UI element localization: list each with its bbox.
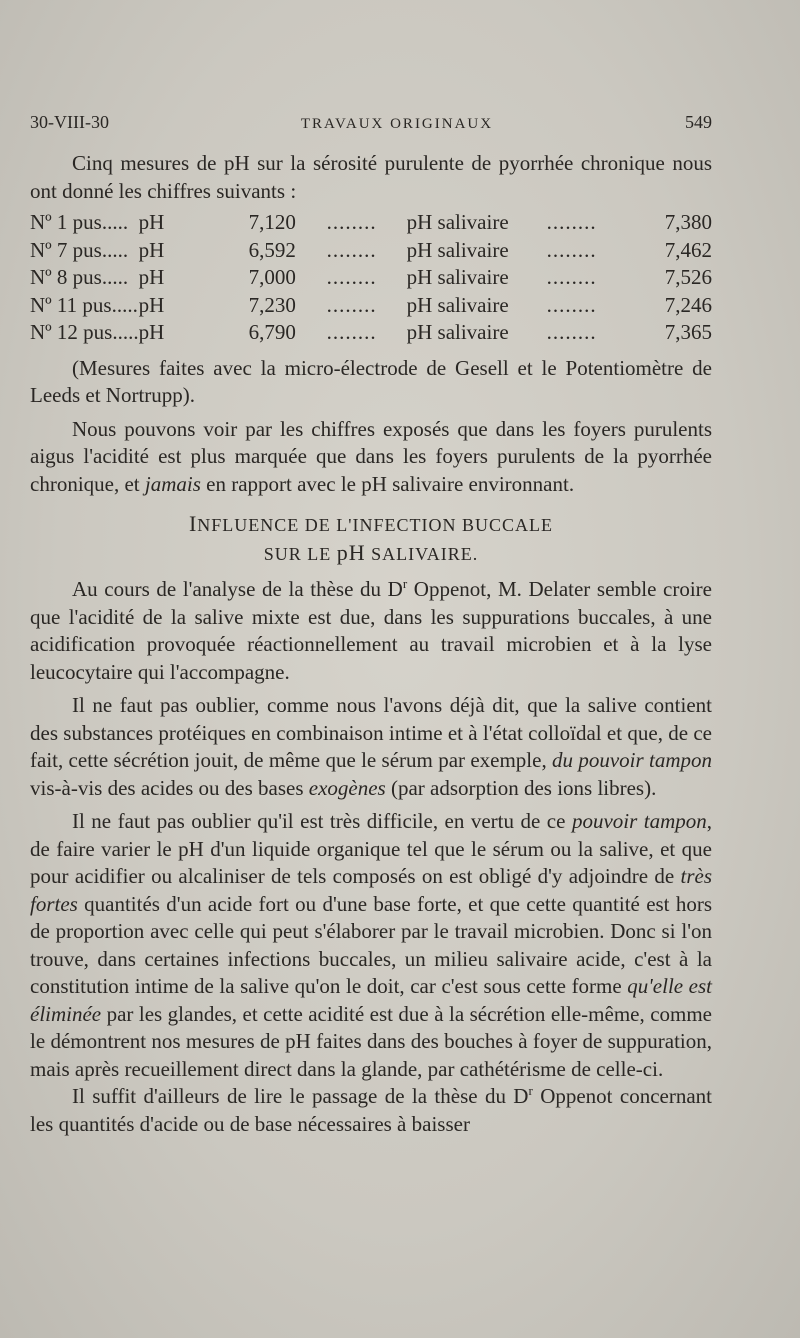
measure-saliva-ph: 7,365 (664, 320, 712, 344)
measure-row (30, 237, 712, 265)
superscript: r (402, 576, 408, 591)
text-run: Au cours de l'analyse de la thèse du D (72, 577, 403, 601)
running-header (30, 112, 712, 133)
text-run: vis-à-vis des acides ou des bases (30, 775, 309, 800)
paragraph-au-cours (30, 576, 712, 686)
section-heading (30, 510, 712, 568)
text-run: Il suffit d'ailleurs de lire le passage de la thèse du D (72, 1084, 529, 1108)
measures-table (30, 209, 712, 347)
text-run: , de faire varier le pH d'un liquide organique tel que le sérum ou la salive, et que pour acidifier ou alcaliniser de tels composés on est obligé d'y adjoindre de (30, 809, 712, 888)
measure-row (30, 209, 712, 237)
measure-ph-label: pH (138, 237, 165, 262)
section-heading-line-2 (30, 539, 712, 568)
superscript: r (528, 1083, 533, 1098)
measure-saliva-ph: 7,380 (664, 210, 712, 234)
measure-saliva-ph: 7,462 (664, 237, 712, 262)
text-run: Il ne faut pas oublier qu'il est très difficile, en vertu de ce (72, 809, 572, 833)
measure-saliva-ph: 7,246 (664, 292, 712, 317)
leader-dots: ........ (326, 265, 377, 289)
italic-run: jamais (144, 471, 201, 496)
paragraph-mesures: (Mesures faites avec la micro-électrode de Gesell et le Potentiomètre de Leeds et Nortrupp). (30, 355, 712, 407)
measure-ph-label: pH (138, 210, 165, 234)
paragraph-nous-pouvons (30, 416, 712, 499)
text-run: Oppenot, M. Delater semble croire que l'acidité de la salive mixte est due, dans les suppurations buccales, à une acidification provoquée réactionnellement au travail microbien et à la lyse leucocytaire qui l'accompagne. (30, 577, 712, 684)
text-run: Il ne faut pas oublier, comme nous l'avons déjà dit, que la salive contient des substances protéiques en combinaison intime et à l'état colloïdal et que, de ce fait, cette sécrétion jouit, de même que le sérum par exemple, (30, 693, 712, 772)
paragraph-il-suffit (30, 1083, 712, 1138)
text-run: Oppenot concernant les quantités d'acide ou de base nécessaires à baisser (30, 1084, 712, 1136)
page-number: 549 (685, 112, 712, 132)
heading-text: NFLUENCE DE L'INFECTION BUCCALE (197, 515, 554, 535)
leader-dots: ........ (326, 210, 377, 234)
leader-dots: ........ (546, 265, 597, 289)
measure-number: Nº 8 pus..... (30, 265, 129, 289)
italic-run: qu'elle est éliminée (30, 974, 713, 1026)
paragraph-il-ne-faut-1 (30, 692, 712, 802)
heading-text: SALIVAIRE. (365, 544, 479, 564)
header-section-title: TRAVAUX ORIGINAUX (300, 116, 494, 132)
measure-pus-ph: 6,592 (248, 237, 296, 262)
measure-pus-ph: 7,000 (248, 265, 296, 289)
measure-pus-ph: 6,790 (248, 320, 296, 344)
measure-pus-ph: 7,230 (248, 292, 296, 317)
measure-row (30, 319, 712, 347)
leader-dots: ........ (546, 292, 597, 317)
heading-initial: I (188, 511, 198, 536)
leader-dots: ........ (326, 320, 377, 344)
leader-dots: ........ (546, 320, 597, 344)
measure-ph-label: pH (138, 292, 165, 317)
italic-run: exogènes (308, 775, 386, 800)
heading-ph: pH (336, 540, 366, 565)
text-run: par les glandes, et cette acidité est due à la sécrétion elle-même, comme le démontrent nos mesures de pH faites dans des bouches à foyer de suppuration, mais après recueillement direct dans la glande, par cathétérisme de celle-ci. (30, 1001, 712, 1081)
measure-number: Nº 7 pus..... (30, 237, 129, 262)
body-text (30, 150, 712, 1138)
italic-run: pouvoir tampon (571, 809, 707, 833)
measure-number: Nº 11 pus..... (30, 292, 138, 317)
leader-dots: ........ (326, 237, 377, 262)
measure-saliva-label: pH salivaire (406, 265, 509, 289)
leader-dots: ........ (546, 237, 597, 262)
measure-row (30, 264, 712, 292)
text-run: (par adsorption des ions libres). (385, 775, 657, 800)
measure-saliva-label: pH salivaire (406, 237, 509, 262)
measure-ph-label: pH (138, 320, 165, 344)
italic-run: très fortes (30, 864, 712, 916)
text-run: quantités d'un acide fort ou d'une base forte, et que cette quantité est hors de proportion avec celle qui peut s'élaborer par le travail microbien. Donc si l'on trouve, dans certaines infections buccales, un milieu salivaire acide, c'est à la constitution intime de la salive qu'on le doit, car c'est sous cette forme (30, 891, 712, 998)
paragraph-intro: Cinq mesures de pH sur la sérosité purulente de pyorrhée chronique nous ont donné les chiffres suivants : (30, 151, 712, 203)
section-heading-line-1 (30, 510, 712, 539)
leader-dots: ........ (326, 292, 377, 317)
measure-saliva-label: pH salivaire (406, 210, 509, 234)
italic-run: du pouvoir tampon (552, 748, 712, 772)
text-run: Nous pouvons voir par les chiffres exposés que dans les foyers purulents aigus l'acidité est plus marquée que dans les foyers purulents de la pyorrhée chronique, et (30, 416, 712, 496)
leader-dots: ........ (546, 210, 597, 234)
measure-ph-label: pH (138, 265, 165, 289)
measure-saliva-ph: 7,526 (664, 265, 712, 289)
measure-row (30, 292, 712, 320)
measure-saliva-label: pH salivaire (406, 320, 509, 344)
paragraph-il-ne-faut-2 (30, 808, 712, 1083)
heading-text: SUR LE (263, 544, 337, 564)
measure-pus-ph: 7,120 (248, 210, 296, 234)
measure-number: Nº 12 pus..... (30, 320, 139, 344)
measure-saliva-label: pH salivaire (406, 292, 509, 317)
header-date: 30-VIII-30 (30, 112, 109, 132)
measure-number: Nº 1 pus..... (30, 210, 129, 234)
text-run: en rapport avec le pH salivaire environnant. (200, 471, 575, 496)
